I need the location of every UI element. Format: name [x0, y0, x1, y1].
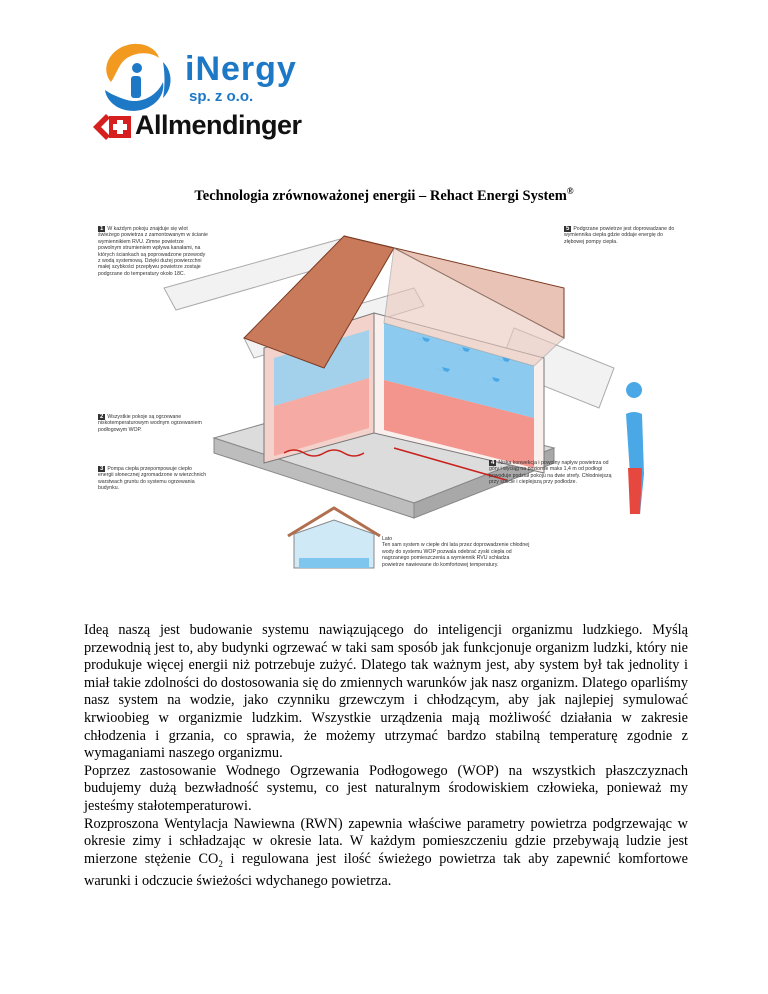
- registered-mark: ®: [566, 186, 574, 196]
- allmendinger-logo: [93, 110, 323, 146]
- summer-title: Lato: [382, 536, 393, 542]
- title-text: Technologia zrównoważonej energii – Rehact Energi System: [194, 187, 567, 204]
- callout-1: 1 W każdym pokoju znajduje się wlot świeżego powietrza z zamontowanym w ścianie wymiennikiem RVU. Zimne powietrze powolnym strumieniem wpływa kanałami, na których ściankach są poprowadzone przewody z wodą systemową. Dzięki dużej powierzchni małej szybkości przepływu powietrze zostaje podgrzane do temperatury około 18C.: [98, 226, 208, 277]
- allmendinger-emblem-icon: [93, 114, 131, 140]
- summer-text: Ten sam system w ciepłe dni lata przez doprowadzenie chłodnej wody do systemu WOP pozwala odebrać zyski ciepła od nagrzanego pomieszczenia a wymiennik RVU schładza powietrze nawiewane do komfortowej temperatury.: [382, 542, 530, 568]
- paragraph-2: Poprzez zastosowanie Wodnego Ogrzewania Podłogowego (WOP) na wszystkich płaszczyznach budujemy dużą bezwładność systemu, co jest naturalnym środowiskiem człowieka, ponieważ my jesteśmy stałotemperaturowi.: [84, 762, 688, 814]
- paragraph-1: Ideą naszą jest budowanie systemu nawiązującego do inteligencji organizmu ludzkiego. Myślą przewodnią jest to, aby budynki ogrzewać w taki sam sposób jak funkcjonuje organizm ludzki, który nie produkuje więcej energii niż potrzebuje zużyć. Dlatego tak ważnym jest, aby system był tak jednolity i miał takie zdolności do dostosowania się do zmiennych warunków jak nasz organizm. Dlatego oparliśmy nasz system na wodzie, jako czynniku grzewczym i chłodzącym, aby jak najlepiej symulować krwioobieg w organizmie ludzkim. Wszystkie urządzenia mają możliwość działania w zakresie chłodzenia i grzania, co sprawia, że możemy utrzymać bardzo stabilną temperaturę zgodnie z wymaganiami naszego organizmu.: [84, 622, 688, 762]
- body-text: [84, 622, 688, 891]
- house-system-illustration: [94, 218, 674, 594]
- co2-subscript: 2: [218, 858, 223, 869]
- inergy-suffix: sp. z o.o.: [189, 88, 254, 105]
- inergy-emblem-icon: [93, 38, 183, 118]
- paragraph-3: Rozproszona Wentylacja Nawiewna (RWN) zapewnia właściwe parametry powietrza podgrzewając w okresie zimy i schładzając w okresie lata. W każdym pomieszczeniu gdzie przebywają ludzie jest mierzone stężenie $CO_2$ i regulowana jest ilość świeżego powietrza tak aby zapewnić komfortowe warunki i odczucie świeżości wdychanego powietrza.: [84, 815, 688, 890]
- inergy-wordmark: iNergy: [185, 50, 297, 88]
- summer-note: [382, 536, 532, 568]
- document-title: [0, 186, 768, 205]
- allmendinger-wordmark: Allmendinger: [135, 110, 302, 140]
- callout-5: 5 Podgrzane powietrze jest doprowadzane do wymiennika ciepła gdzie oddaje energię do złębowej pompy ciepła.: [564, 226, 675, 245]
- callout-3: 3 Pompa ciepła przepompowuje ciepło energii słonecznej zgromadzone w wierzchnich warstwach gruntu do systemu ogrzewania budynku.: [98, 466, 207, 492]
- callout-2: 2 Wszystkie pokoje są ogrzewane niskotemperaturowym wodnym ogrzewaniem podłogowym WOP.: [98, 414, 202, 433]
- callout-4: 4 Niska konwekcja i powolny napływ powietrza od góry i wyciąg na poziomie maks 1,4 m od podłogi powoduje podział pokoju na dwie strefy. Chłodniejszą przy suficie i cieplejszą przy podłodze.: [489, 460, 612, 486]
